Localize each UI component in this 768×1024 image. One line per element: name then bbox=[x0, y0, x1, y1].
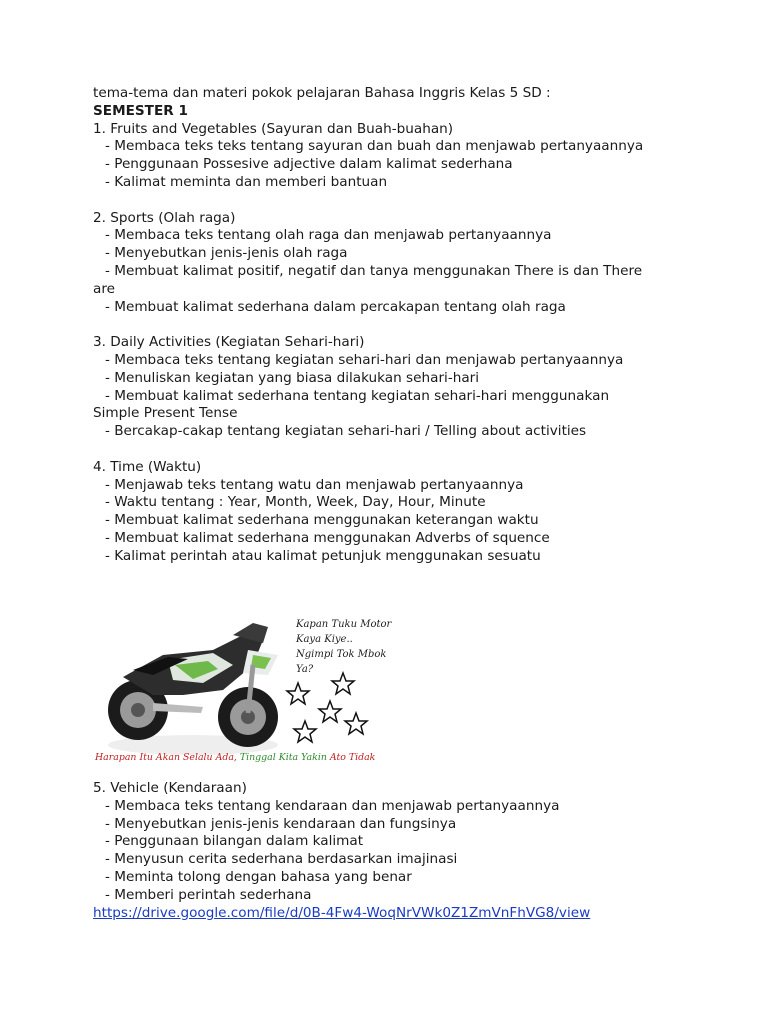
section-2-item-wrap: are bbox=[93, 280, 115, 297]
figure-text bbox=[296, 617, 391, 677]
section-3-item: - Membuat kalimat sederhana tentang kegiatan sehari-hari menggunakan bbox=[105, 387, 610, 404]
section-4-title: 4. Time (Waktu) bbox=[93, 458, 202, 475]
section-3-title: 3. Daily Activities (Kegiatan Sehari-hari) bbox=[93, 334, 365, 351]
vehicle-section bbox=[93, 780, 693, 922]
section-5-item: - Menyusun cerita sederhana berdasarkan imajinasi bbox=[105, 851, 458, 868]
section-4-item: - Membuat kalimat sederhana menggunakan keterangan waktu bbox=[105, 512, 539, 529]
figure-line: Ngimpi Tok Mbok bbox=[296, 649, 387, 660]
section-5-item: - Memberi perintah sederhana bbox=[105, 886, 312, 903]
section-4-item: - Membuat kalimat sederhana menggunakan Adverbs of squence bbox=[105, 529, 550, 546]
section-1-item: - Membaca teks teks tentang sayuran dan buah dan menjawab pertanyaannya bbox=[105, 138, 644, 155]
semester-heading: SEMESTER 1 bbox=[93, 102, 188, 119]
motorcycle-image bbox=[93, 595, 403, 780]
section-1-title: 1. Fruits and Vegetables (Sayuran dan Buah-buahan) bbox=[93, 120, 454, 137]
drive-link[interactable]: https://drive.google.com/file/d/0B-4Fw4-WoqNrVWk0Z1ZmVnFhVG8/view bbox=[93, 904, 591, 921]
caption-part: Harapan Itu Akan Selalu Ada, bbox=[95, 752, 240, 763]
section-5-item: - Penggunaan bilangan dalam kalimat bbox=[105, 833, 364, 850]
caption-part: Ato Tidak bbox=[329, 752, 376, 763]
section-2-item: - Membuat kalimat positif, negatif dan tanya menggunakan There is dan There bbox=[105, 262, 643, 279]
section-2-item: - Menyebutkan jenis-jenis olah raga bbox=[105, 245, 348, 262]
section-5-item: - Membaca teks tentang kendaraan dan menjawab pertanyaannya bbox=[105, 797, 560, 814]
section-3-item: - Membaca teks tentang kegiatan sehari-hari dan menjawab pertanyaannya bbox=[105, 351, 624, 368]
section-4-item: - Menjawab teks tentang watu dan menjawab pertanyaannya bbox=[105, 476, 524, 493]
intro-line: tema-tema dan materi pokok pelajaran Bahasa Inggris Kelas 5 SD : bbox=[93, 85, 551, 101]
section-2-item: - Membaca teks tentang olah raga dan menjawab pertanyaannya bbox=[105, 227, 552, 244]
section-5-item: - Menyebutkan jenis-jenis kendaraan dan fungsinya bbox=[105, 815, 457, 832]
section-4-item: - Waktu tentang : Year, Month, Week, Day, Hour, Minute bbox=[105, 494, 486, 511]
figure-line: Ya? bbox=[296, 664, 314, 675]
figure-line: Kaya Kiye.. bbox=[296, 634, 353, 645]
section-1-item: - Penggunaan Possesive adjective dalam kalimat sederhana bbox=[105, 156, 513, 173]
section-5-title: 5. Vehicle (Kendaraan) bbox=[93, 780, 247, 796]
main-text bbox=[93, 85, 693, 566]
section-2-item: - Membuat kalimat sederhana dalam percakapan tentang olah raga bbox=[105, 298, 566, 315]
section-3-item: - Menuliskan kegiatan yang biasa dilakukan sehari-hari bbox=[105, 369, 480, 386]
section-2-title: 2. Sports (Olah raga) bbox=[93, 209, 236, 226]
figure-line: Kapan Tuku Motor bbox=[296, 619, 392, 630]
section-4-item: - Kalimat perintah atau kalimat petunjuk menggunakan sesuatu bbox=[105, 547, 541, 564]
caption-part: Tinggal Kita Yakin bbox=[239, 752, 330, 763]
section-3-item: - Bercakap-cakap tentang kegiatan sehari-hari / Telling about activities bbox=[105, 423, 587, 440]
section-3-item-wrap: Simple Present Tense bbox=[93, 405, 238, 422]
figure-caption bbox=[95, 752, 375, 763]
section-5-item: - Meminta tolong dengan bahasa yang benar bbox=[105, 868, 412, 885]
section-1-item: - Kalimat meminta dan memberi bantuan bbox=[105, 173, 388, 190]
